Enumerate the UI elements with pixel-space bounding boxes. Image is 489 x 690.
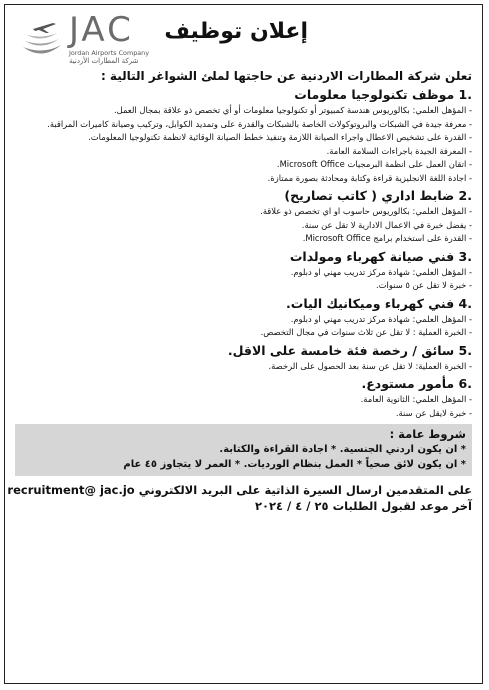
section-title: ضابط اداري ( كاتب تصاريح)	[284, 188, 455, 203]
requirement-item: - اتقان العمل على انظمة البرمجيات Microsoft Office.	[15, 158, 472, 172]
job-section	[15, 249, 472, 293]
conditions-heading: شروط عامة :	[389, 427, 466, 441]
requirement-item: - خبرة لا تقل عن ٥ سنوات.	[15, 279, 472, 293]
conditions-line: * ان يكون لائق صحياً * العمل بنظام الورديات. * العمر لا يتجاوز ٤٥ عام	[123, 459, 466, 470]
requirement-item: - المؤهل العلمي: شهادة مركز تدريب مهني او دبلوم.	[15, 313, 472, 327]
requirement-item: - يفضل خبرة في الاعمال الادارية لا تقل عن سنة.	[15, 219, 472, 233]
apply-text: على المتقدمين ارسال السيرة الذاتية على البريد الالكتروني	[138, 483, 472, 497]
requirement-item: - المؤهل العلمي: بكالوريوس حاسوب او اي تخصص ذو علاقة.	[15, 205, 472, 219]
job-section	[15, 376, 472, 420]
section-heading	[15, 376, 472, 391]
section-title: فني كهرباء وميكانيك اليات.	[286, 295, 455, 311]
job-section	[15, 343, 472, 374]
section-title: سائق / رخصة فئة خامسة على الاقل.	[227, 342, 455, 358]
section-heading	[15, 249, 472, 264]
requirement-item: - المؤهل العلمي: الثانوية العامة.	[15, 393, 472, 407]
requirement-item: - الخبرة العملية : لا تقل عن ثلاث سنوات في مجال التخصص.	[15, 326, 472, 340]
email-link[interactable]: recruitment@ jac.jo	[7, 483, 135, 497]
requirement-item: - المعرفة الجيدة باجراءات السلامة العامة.	[15, 145, 472, 159]
requirement-item: - المؤهل العلمي: شهادة مركز تدريب مهني او دبلوم.	[15, 266, 472, 280]
deadline-text: آخر موعد لقبول الطلبات ٢٥ / ٤ / ٢٠٢٤	[254, 499, 472, 513]
section-heading	[15, 343, 472, 358]
requirement-item: - القدرة على استخدام برامج Microsoft Office.	[15, 232, 472, 246]
apply-instructions	[7, 482, 472, 498]
logo-text	[69, 10, 150, 66]
requirement-item: - الخبرة العملية: لا تقل عن سنة بعد الحصول على الرخصة.	[15, 360, 472, 374]
logo-name-en: Jordan Airports Company	[69, 49, 150, 57]
section-title: فني صيانة كهرباء ومولدات	[289, 248, 455, 264]
requirement-item: - المؤهل العلمي: بكالوريوس هندسة كمبيوتر أو تكنولوجيا معلومات أو أي تخصص ذو علاقة بمجال العمل.	[15, 104, 472, 118]
advertisement-frame	[4, 4, 483, 684]
requirement-item: - معرفة جيدة في الشبكات والبروتوكولات الخاصة بالشبكات والقدرة على وتمديد الكوابل، وتركيب وصيانة كاميرات المراقبة.	[15, 118, 472, 132]
job-section	[15, 188, 472, 246]
header	[5, 5, 482, 69]
conditions-line: * ان يكون اردني الجنسية. * اجادة القراءة والكتابة.	[219, 444, 466, 455]
job-section	[15, 296, 472, 340]
requirement-item: - خبرة لايقل عن سنة.	[15, 407, 472, 421]
airplane-swoosh-icon	[19, 17, 65, 61]
section-number: 4.	[458, 295, 472, 311]
intro-text: تعلن شركة المطارات الاردنية عن حاجتها لملئ الشواغر التالية :	[100, 69, 472, 83]
section-title: مأمور مستودع.	[361, 376, 455, 391]
logo-name-ar: شركة المطارات الأردنية	[69, 57, 139, 65]
section-title: موظف تكنولوجيا معلومات	[294, 87, 455, 102]
section-number: 3.	[458, 248, 472, 264]
logo-acronym: JAC	[69, 10, 134, 50]
section-number: 5.	[458, 342, 472, 358]
job-section	[15, 87, 472, 185]
section-heading	[15, 87, 472, 102]
main-content	[7, 69, 472, 514]
page-title: إعلان توظيف	[164, 19, 308, 44]
section-number: 1.	[458, 87, 472, 102]
general-conditions-box	[15, 424, 472, 476]
requirement-item: - القدرة على تشخيص الاعطال واجراء الصيانة اللازمة وتنفيذ خطط الصيانة الوقائية لانظمة تكنولوجيا المعلومات.	[15, 131, 472, 145]
requirement-item: - اجادة اللغة الانجليزية قراءة وكتابة ومحادثة بصورة ممتازة.	[15, 172, 472, 186]
section-number: 2.	[458, 188, 472, 203]
section-number: 6.	[458, 376, 472, 391]
section-heading	[15, 296, 472, 311]
section-heading	[15, 188, 472, 203]
